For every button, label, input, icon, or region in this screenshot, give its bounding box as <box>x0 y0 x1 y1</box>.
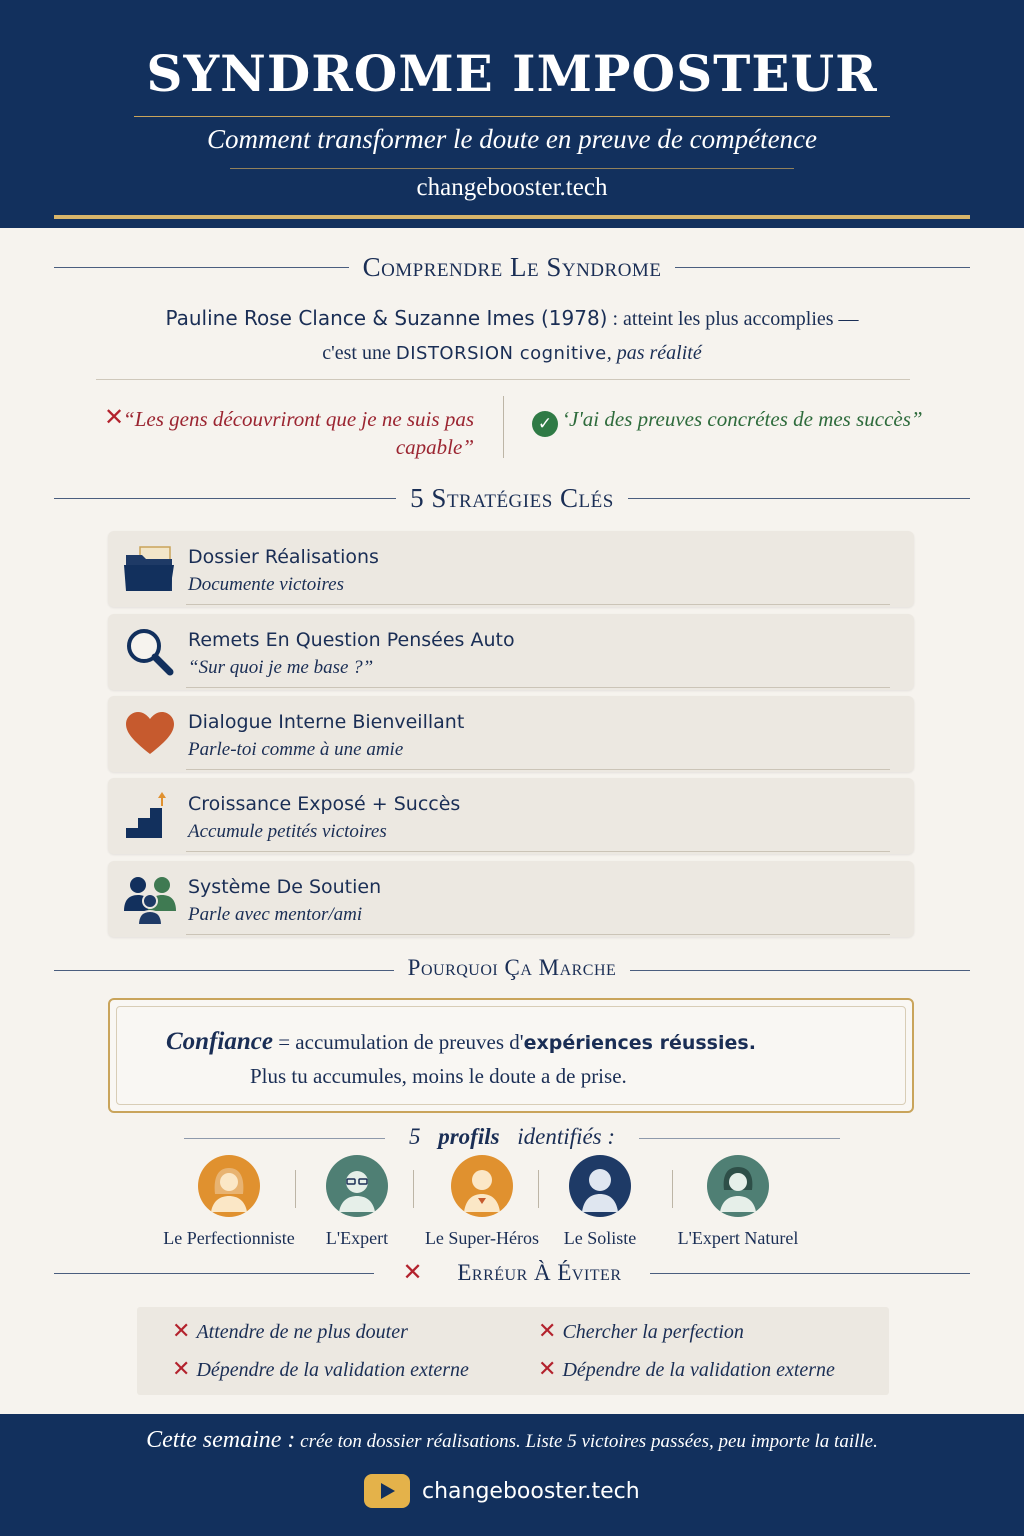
confidence-note: Plus tu accumules, moins le doute a de prise. <box>250 1064 627 1088</box>
profile-label: Le Soliste <box>563 1228 637 1248</box>
strategy-subtitle: Parle avec mentor/ami <box>188 904 363 925</box>
footer-site-label[interactable]: changebooster.tech <box>422 1478 640 1504</box>
header-site[interactable]: changebooster.tech <box>416 174 608 201</box>
error-item: ✕ Chercher la perfection <box>538 1319 744 1344</box>
negative-quote: ✕ “Les gens découvriront que je ne suis pas capable” <box>104 403 474 459</box>
strategy-title: Remets En Question Pensées Auto <box>188 629 515 651</box>
heart-icon <box>122 706 178 762</box>
people-icon <box>122 871 178 927</box>
footer-call-to-action: Cette semaine : crée ton dossier réalisations. Liste 5 victoires passées, peu importe la taille. <box>146 1427 878 1453</box>
strategy-card <box>108 614 914 690</box>
profile-label: Le Perfectionniste <box>163 1228 295 1248</box>
cross-icon: ✕ <box>172 1319 191 1344</box>
header-gold-bar <box>54 215 970 219</box>
profile-label: L'Expert Naturel <box>677 1228 799 1248</box>
cross-icon: ✕ <box>388 1258 437 1286</box>
section-heading-errors: ✕ Erréur À Éviter <box>0 1258 1024 1286</box>
strategy-subtitle: Accumule petités victoires <box>188 821 387 842</box>
page-title: SYNDROME IMPOSTEUR <box>146 44 878 103</box>
strategy-card <box>108 531 914 607</box>
expert-avatar-icon <box>325 1154 389 1218</box>
intro-divider <box>96 379 910 380</box>
strategy-title: Système De Soutien <box>188 876 382 898</box>
profiles-heading: 5 profils identifiés : <box>0 1124 1024 1150</box>
confidence-formula: Confiance = accumulation de preuves d'expériences réussies. <box>166 1028 756 1055</box>
cross-icon: ✕ <box>538 1319 557 1344</box>
section-heading-why: Pourquoi Ça Marche <box>0 955 1024 981</box>
superhero-avatar-icon <box>450 1154 514 1218</box>
page-subtitle: Comment transformer le doute en preuve de compétence <box>206 124 818 154</box>
profile-item <box>662 1154 814 1249</box>
strategy-subtitle: Parle-toi comme à une amie <box>188 739 404 760</box>
natural-expert-avatar-icon <box>706 1154 770 1218</box>
strategy-title: Dossier Réalisations <box>188 546 379 568</box>
footer-site-link[interactable] <box>364 1473 640 1509</box>
strategy-title: Dialogue Interne Bienveillant <box>188 711 465 733</box>
intro-distortion-line: c'est une DISTORSION cognitive, pas réalité <box>322 342 702 364</box>
positive-quote: ✓ ‘J'ai des preuves concrétes de mes succès” <box>532 405 952 437</box>
profile-label: L'Expert <box>325 1228 389 1248</box>
title-divider <box>134 116 890 117</box>
cross-icon: ✕ <box>172 1357 191 1382</box>
subtitle-divider <box>230 168 794 169</box>
magnifier-icon <box>122 624 178 680</box>
section-heading-strategies: 5 Stratégies Clés <box>0 483 1024 514</box>
soloist-avatar-icon <box>568 1154 632 1218</box>
section-heading-understand: Comprendre Le Syndrome <box>0 252 1024 283</box>
strategy-subtitle: Documente victoires <box>188 574 344 595</box>
quote-separator <box>503 396 504 458</box>
check-icon: ✓ <box>532 411 558 437</box>
folder-icon <box>122 541 178 597</box>
error-item: ✕ Dépendre de la validation externe <box>538 1357 835 1382</box>
intro-authors-line: Pauline Rose Clance & Suzanne Imes (1978) : atteint les plus accomplies — <box>165 306 859 330</box>
strategy-card <box>108 861 914 937</box>
cross-icon: ✕ <box>538 1357 557 1382</box>
strategy-card <box>108 778 914 854</box>
strategy-title: Croissance Exposé + Succès <box>188 793 461 815</box>
profile-label: Le Super-Héros <box>424 1228 540 1248</box>
perfectionist-avatar-icon <box>197 1154 261 1218</box>
profile-item <box>525 1154 675 1249</box>
error-item: ✕ Dépendre de la validation externe <box>172 1357 469 1382</box>
strategy-card <box>108 696 914 772</box>
cross-icon: ✕ <box>104 403 125 431</box>
error-item: ✕ Attendre de ne plus douter <box>172 1319 408 1344</box>
youtube-play-icon[interactable] <box>364 1474 410 1508</box>
stairs-icon <box>122 788 178 844</box>
confidence-box <box>108 998 914 1113</box>
strategy-subtitle: “Sur quoi je me base ?” <box>188 657 374 678</box>
